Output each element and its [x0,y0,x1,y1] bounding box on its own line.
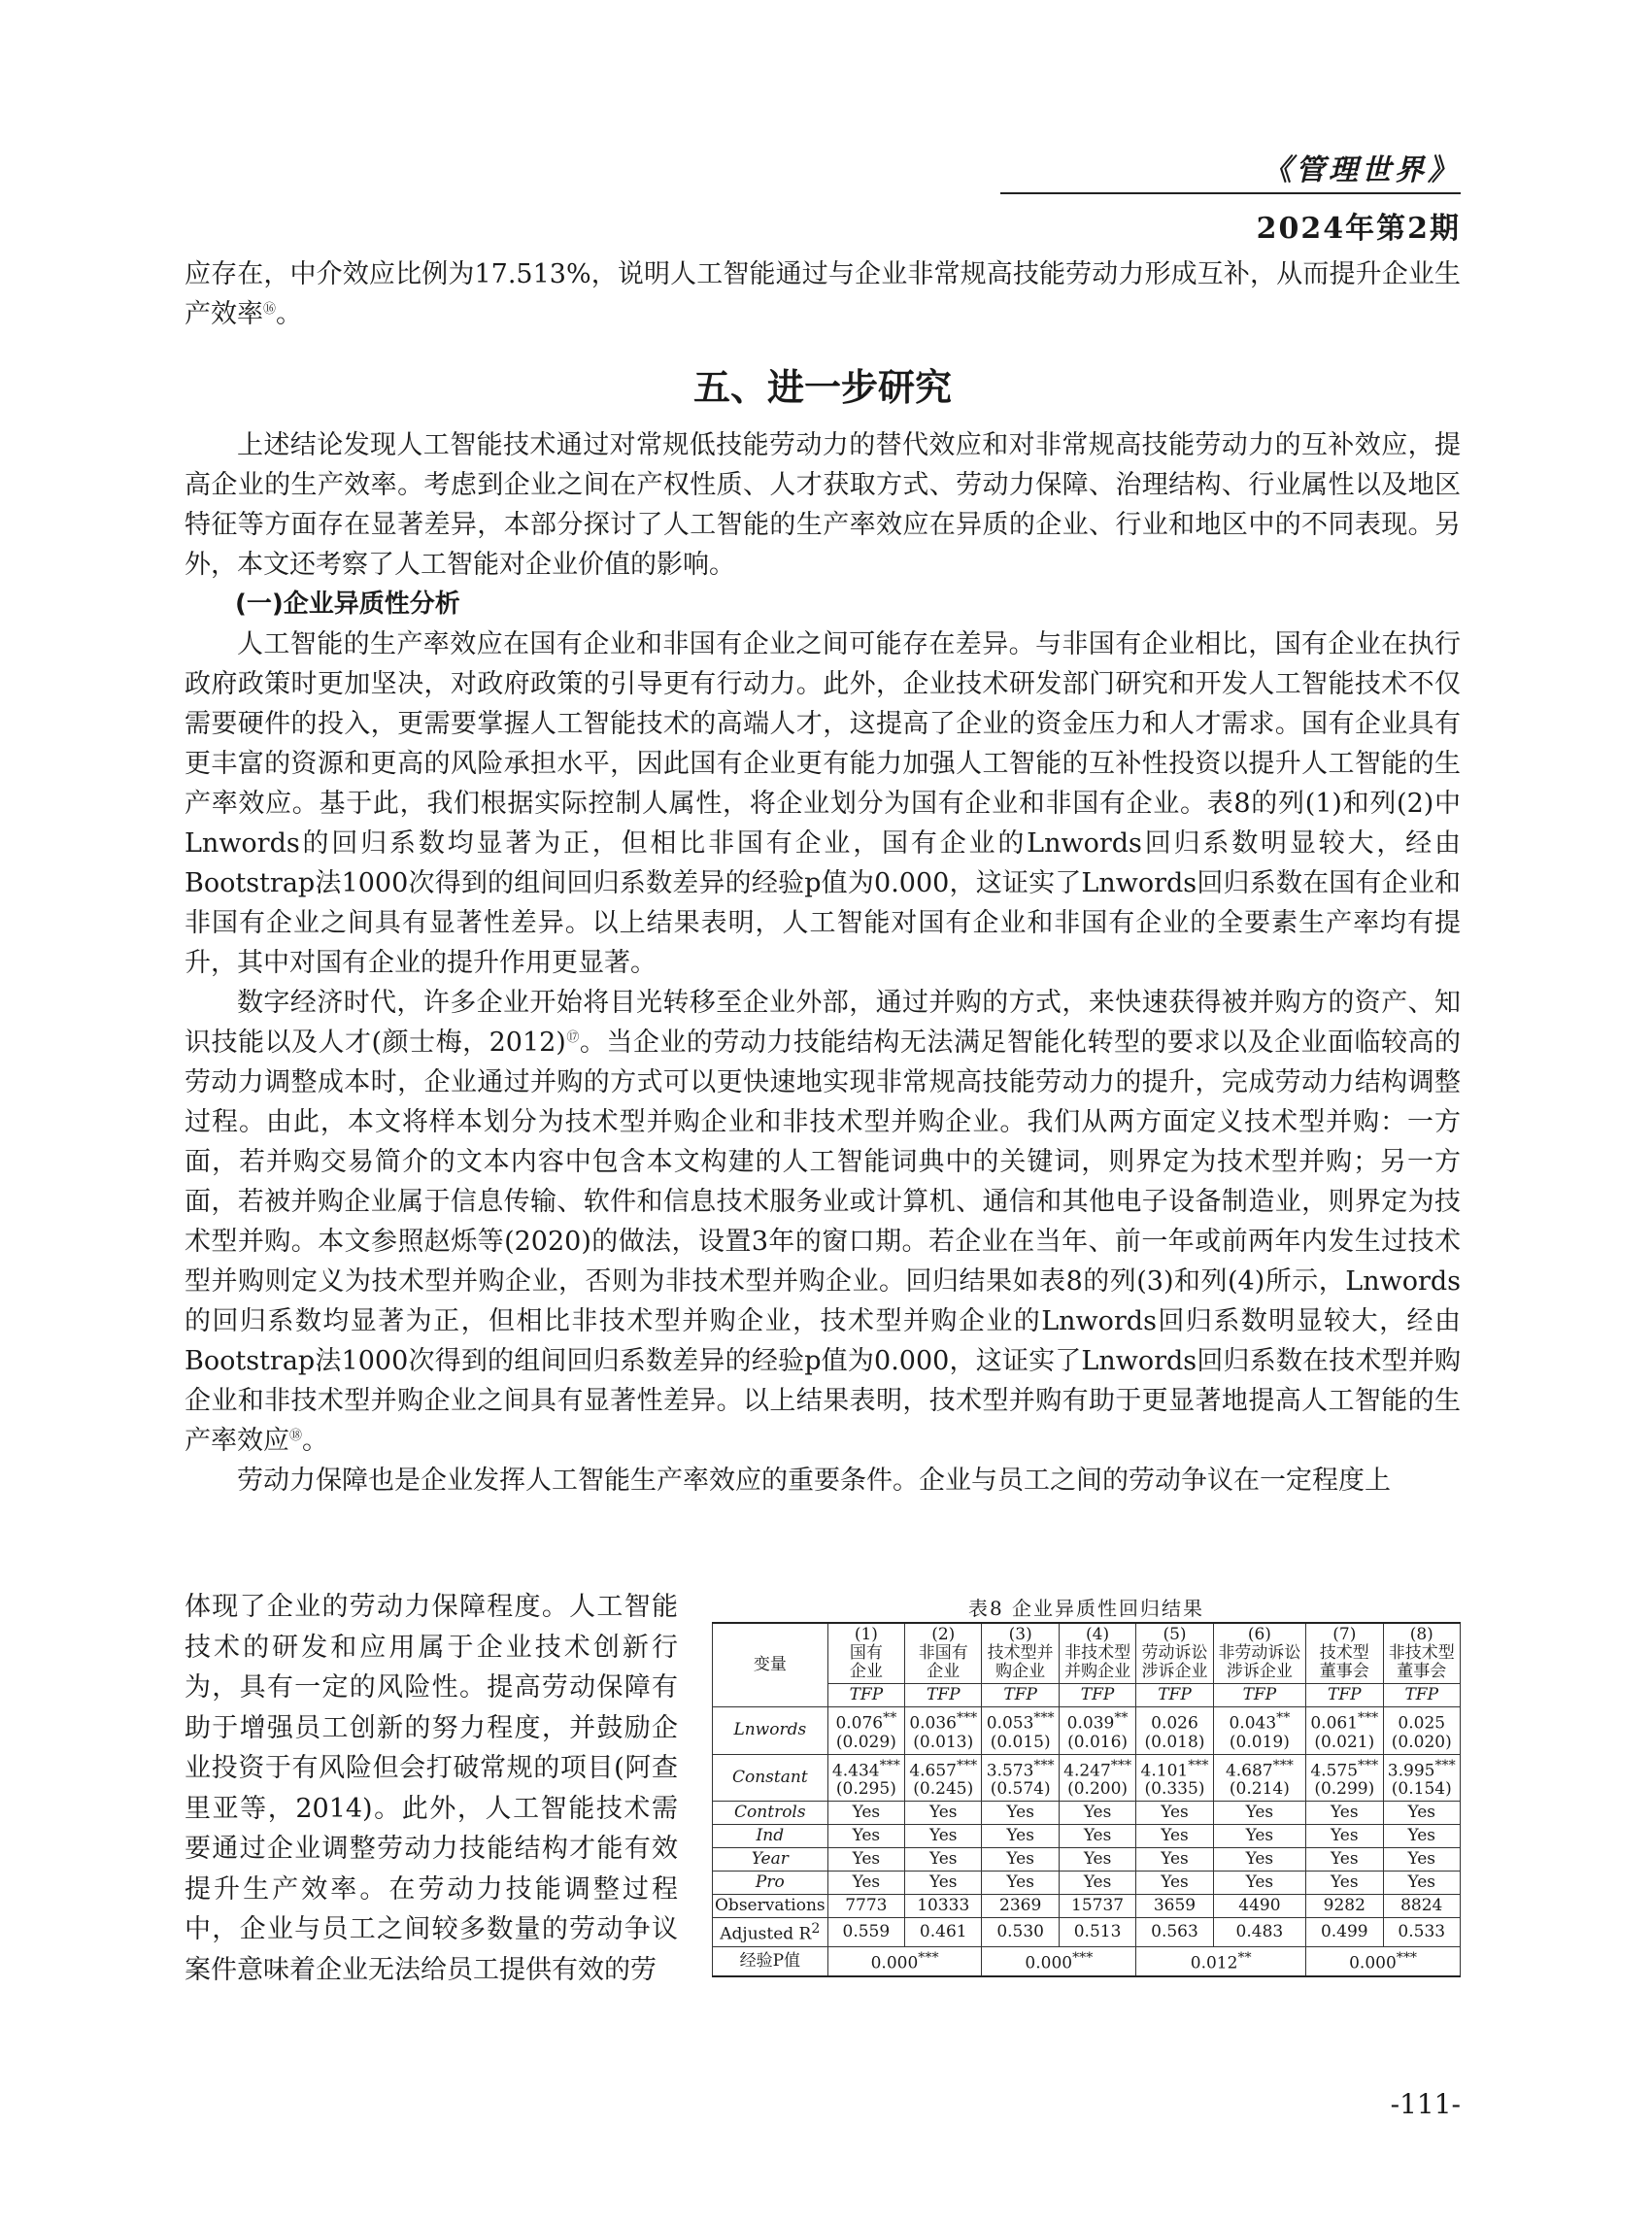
table-cell: 15737 [1059,1895,1135,1918]
coef-cell: 4.687*** (0.214) [1213,1754,1305,1802]
row-label: Adjusted $R^2$ [713,1918,828,1947]
journal-name: 《管理世界》 [1263,153,1461,187]
row-label: Controls [713,1802,828,1825]
top-paragraph-block [185,254,1461,334]
table-cell: Yes [1136,1848,1213,1872]
pvalue-cell: 0.000*** [982,1946,1136,1975]
table-title: 表8 企业异质性回归结果 [967,1597,1205,1620]
paragraph-text: 。 [302,1426,329,1456]
table-cell: TFP [1136,1684,1213,1707]
table-cell: Yes [982,1848,1059,1872]
footnote-marker: ⑰ [565,1030,580,1045]
section-title: 五、进一步研究 [692,366,952,409]
paragraph-intro: 上述结论发现人工智能技术通过对常规低技能劳动力的替代效应和对非常规高技能劳动力的互补效应，提高企业的生产效率。考虑到企业之间在产权性质、人才获取方式、劳动力保障、治理结构、行业属性以及地区特征等方面存在显著差异，本部分探讨了人工智能的生产率效应在异质的企业、行业和地区中的不同表现。另外，本文还考察了人工智能对企业价值的影响。 [185,430,1461,580]
row-label: Pro [713,1872,828,1895]
row-label: 经验P值 [713,1946,828,1975]
pvalue-cell: 0.000*** [827,1946,982,1975]
table-cell: Yes [827,1848,904,1872]
coef-cell: 0.039** (0.016) [1059,1707,1135,1755]
coef-cell: 4.101*** (0.335) [1136,1754,1213,1802]
table-cell: Yes [1136,1825,1213,1848]
table-cell: Yes [1213,1848,1305,1872]
table-cell: 0.530 [982,1918,1059,1947]
subheading: (一)企业异质性分析 [235,590,460,619]
year-row [713,1848,1461,1872]
pro-row [713,1872,1461,1895]
paragraph-continuation [185,254,1461,334]
table-cell: Yes [1059,1848,1135,1872]
table-cell: TFP [1213,1684,1305,1707]
row-label: Observations [713,1895,828,1918]
paragraph-text: 数字经济时代，许多企业开始将目光转移至企业外部，通过并购的方式，来快速获得被并购方的资产、知识技能以及人才(颜士梅，2012) [185,988,1461,1058]
issue-label: 2024年第2期 [1256,212,1461,246]
table-cell: 7773 [827,1895,904,1918]
table-cell: Yes [905,1872,982,1895]
coef-cell: 0.036*** (0.013) [905,1707,982,1755]
table-cell: Yes [1383,1848,1461,1872]
ind-row [713,1825,1461,1848]
header-rule [1000,192,1461,194]
table-cell: 0.499 [1306,1918,1383,1947]
table-cell: Yes [827,1872,904,1895]
table-cell: Yes [1213,1825,1305,1848]
controls-row [713,1802,1461,1825]
table-cell: 10333 [905,1895,982,1918]
table-cell: 3659 [1136,1895,1213,1918]
paragraph-text: 。 [276,299,303,329]
coef-cell: 0.026 (0.018) [1136,1707,1213,1755]
pvalue-row [713,1946,1461,1975]
coef-cell: 3.995*** (0.154) [1383,1754,1461,1802]
table-cell: 0.461 [905,1918,982,1947]
pvalue-cell: 0.012** [1136,1946,1306,1975]
table-cell: Yes [1213,1872,1305,1895]
table-cell: TFP [1306,1684,1383,1707]
table-cell: Yes [1059,1872,1135,1895]
coef-cell: 0.043** (0.019) [1213,1707,1305,1755]
table-cell: 9282 [1306,1895,1383,1918]
paragraph-text: 。当企业的劳动力技能结构无法满足智能化转型的要求以及企业面临较高的劳动力调整成本时，企业通过并购的方式可以更快速地实现非常规高技能劳动力的提升，完成劳动力结构调整过程。由此，本文将样本划分为技术型并购企业和非技术型并购企业。我们从两方面定义技术型并购：一方面，若并购交易简介的文本内容中包含本文构建的人工智能词典中的关键词，则界定为技术型并购；另一方面，若被并购企业属于信息传输、软件和信息技术服务业或计算机、通信和其他电子设备制造业，则界定为技术型并购。本文参照赵烁等(2020)的做法，设置3年的窗口期。若企业在当年、前一年或前两年内发生过技术型并购则定义为技术型并购企业，否则为非技术型并购企业。回归结果如表8的列(3)和列(4)所示，Lnwords的回归系数均显著为正，但相比非技术型并购企业，技术型并购企业的Lnwords回归系数明显较大，经由Bootstrap法1000次得到的组间回归系数差异的经验p值为0.000，这证实了Lnwords回归系数在技术型并购企业和非技术型并购企业之间具有显著性差异。以上结果表明，技术型并购有助于更显著地提高人工智能的生产率效应 [185,1028,1461,1456]
constant-row [713,1754,1461,1802]
regression-table [712,1622,1461,1977]
paragraph-text: 应存在，中介效应比例为17.513%，说明人工智能通过与企业非常规高技能劳动力形成互补，从而提升企业生产效率 [185,259,1461,329]
coef-cell: 0.053*** (0.015) [982,1707,1059,1755]
table-cell: TFP [1383,1684,1461,1707]
col-header: (7) 技术型 董事会 [1306,1623,1383,1684]
table-cell: Yes [1059,1802,1135,1825]
table-cell: Yes [1383,1802,1461,1825]
observations-row [713,1895,1461,1918]
coef-cell: 0.061*** (0.021) [1306,1707,1383,1755]
table-cell: 0.559 [827,1918,904,1947]
table-cell: Yes [1306,1848,1383,1872]
table-cell: Yes [1136,1802,1213,1825]
row-label: Ind [713,1825,828,1848]
table-cell: 0.533 [1383,1918,1461,1947]
table-cell: 0.483 [1213,1918,1305,1947]
paragraph-ma [185,983,1461,1461]
table-cell: Yes [1383,1872,1461,1895]
paragraph-soe: 人工智能的生产率效应在国有企业和非国有企业之间可能存在差异。与非国有企业相比，国有企业在执行政府政策时更加坚决，对政府政策的引导更有行动力。此外，企业技术研发部门研究和开发人工智能技术不仅需要硬件的投入，更需要掌握人工智能技术的高端人才，这提高了企业的资金压力和人才需求。国有企业具有更丰富的资源和更高的风险承担水平，因此国有企业更有能力加强人工智能的互补性投资以提升人工智能的生产率效应。基于此，我们根据实际控制人属性，将企业划分为国有企业和非国有企业。表8的列(1)和列(2)中Lnwords的回归系数均显著为正，但相比非国有企业，国有企业的Lnwords回归系数明显较大，经由Bootstrap法1000次得到的组间回归系数差异的经验p值为0.000，这证实了Lnwords回归系数在国有企业和非国有企业之间具有显著性差异。以上结果表明，人工智能对国有企业和非国有企业的全要素生产率均有提升，其中对国有企业的提升作用更显著。 [185,629,1461,978]
coef-cell: 4.657*** (0.245) [905,1754,982,1802]
row-label: Lnwords [713,1707,828,1755]
table-cell: Yes [1306,1802,1383,1825]
pvalue-cell: 0.000*** [1306,1946,1461,1975]
col-header: (8) 非技术型 董事会 [1383,1623,1461,1684]
table-cell: Yes [1306,1872,1383,1895]
table-cell: Yes [905,1848,982,1872]
table-cell: 8824 [1383,1895,1461,1918]
table-cell: 2369 [982,1895,1059,1918]
table-cell: Yes [1136,1872,1213,1895]
row-label: Year [713,1848,828,1872]
coef-cell: 4.575*** (0.299) [1306,1754,1383,1802]
table-cell: 0.563 [1136,1918,1213,1947]
table-cell: 0.513 [1059,1918,1135,1947]
table-cell: Yes [982,1802,1059,1825]
page-number: -111- [1390,2088,1461,2120]
coef-cell: 0.076** (0.029) [827,1707,904,1755]
table-header-row [713,1623,1461,1684]
table-cell: Yes [905,1825,982,1848]
footnote-marker: ⑱ [289,1429,303,1443]
table-cell: Yes [827,1802,904,1825]
lnwords-row [713,1707,1461,1755]
table-cell: 4490 [1213,1895,1305,1918]
table-cell: TFP [1059,1684,1135,1707]
table-cell: TFP [982,1684,1059,1707]
col-header: (6) 非劳动诉讼 涉诉企业 [1213,1623,1305,1684]
table-cell: Yes [1306,1825,1383,1848]
table-cell: Yes [1213,1802,1305,1825]
paragraph-labor-wrapped: 体现了企业的劳动力保障程度。人工智能技术的研发和应用属于企业技术创新行为，具有一定的风险性。提高劳动保障有助于增强员工创新的努力程度，并鼓励企业投资于有风险但会打破常规的项目(阿查里亚等，2014)。此外，人工智能技术需要通过企业调整劳动力技能结构才能有效提升生产效率。在劳动力技能调整过程中，企业与员工之间较多数量的劳动争议案件意味着企业无法给员工提供有效的劳 [185,1592,678,1985]
col-header: (1) 国有 企业 [827,1623,904,1684]
table-cell: Yes [1383,1825,1461,1848]
table-cell: Yes [827,1825,904,1848]
footnote-marker: ⑯ [263,302,277,317]
coef-cell: 4.434*** (0.295) [827,1754,904,1802]
table-cell: TFP [827,1684,904,1707]
paragraph-labor-first-line: 劳动力保障也是企业发挥人工智能生产率效应的重要条件。企业与员工之间的劳动争议在一定程度上 [237,1466,1391,1496]
coef-cell: 3.573*** (0.574) [982,1754,1059,1802]
var-header: 变量 [713,1623,828,1707]
coef-cell: 0.025 (0.020) [1383,1707,1461,1755]
col-header: (3) 技术型并 购企业 [982,1623,1059,1684]
coef-cell: 4.247*** (0.200) [1059,1754,1135,1802]
table-cell: Yes [905,1802,982,1825]
row-label: Constant [713,1754,828,1802]
table-cell: Yes [1059,1825,1135,1848]
table-cell: Yes [982,1872,1059,1895]
col-header: (4) 非技术型 并购企业 [1059,1623,1135,1684]
adjusted-r2-row [713,1918,1461,1947]
main-text-block [185,425,1461,1501]
table-cell: TFP [905,1684,982,1707]
col-header: (2) 非国有 企业 [905,1623,982,1684]
col-header: (5) 劳动诉讼 涉诉企业 [1136,1623,1213,1684]
table-cell: Yes [982,1825,1059,1848]
